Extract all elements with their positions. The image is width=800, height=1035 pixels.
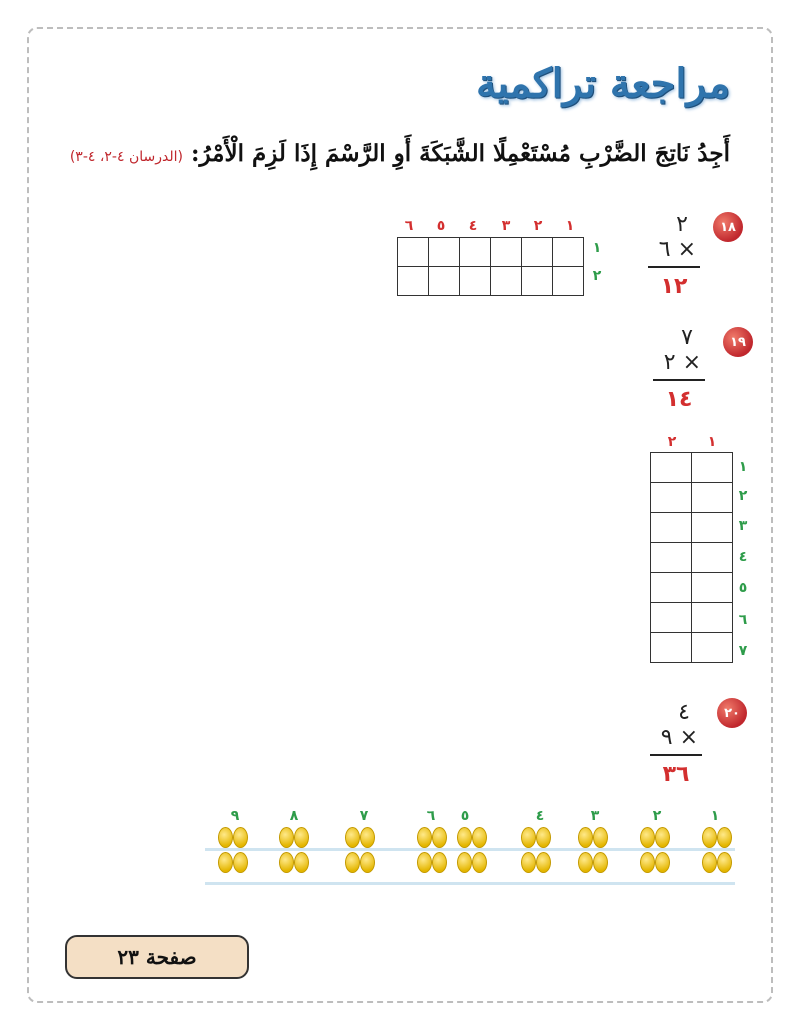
problem-number-badge: ١٩ [723, 327, 753, 357]
grid-col-label: ٣ [501, 218, 511, 234]
multiplicand: ٢ [676, 212, 688, 237]
product-result: ١٤ [665, 387, 693, 412]
grid-row-label: ٣ [738, 518, 748, 534]
multiplier-row: ٢ × [663, 350, 701, 375]
grid-row-label: ٢ [738, 488, 748, 504]
bead-rule-bottom [205, 882, 735, 885]
product-line [650, 754, 702, 756]
lessons-reference: (الدرسان ٤-٢، ٤-٣) [69, 149, 183, 165]
grid-col-label: ٦ [404, 218, 414, 234]
multiplication-grid-19 [650, 452, 733, 663]
multiplicand: ٤ [678, 700, 690, 725]
group-label: ٦ [426, 808, 436, 824]
grid-col-label: ٤ [468, 218, 478, 234]
product-line [653, 379, 705, 381]
grid-row-label: ١ [592, 240, 602, 256]
instruction-text: أَجِدُ نَاتِجَ الضَّرْبِ مُسْتَعْمِلًا الشَّبَكَةَ أَوِ الرَّسْمَ إِذَا لَزِمَ الْأَمْرُ: [190, 140, 730, 167]
group-label: ٩ [230, 808, 240, 824]
instruction [70, 140, 730, 167]
bead-group [702, 827, 732, 873]
grid-row-label: ٢ [592, 268, 602, 284]
grid-col-label: ٢ [533, 218, 543, 234]
grid-row-label: ٦ [738, 612, 748, 628]
group-label: ٧ [359, 808, 369, 824]
bead-group [345, 827, 375, 873]
multiplication-20 [650, 700, 702, 787]
section-title: مراجعة تراكمية [475, 60, 730, 107]
page-number-label: صفحة ٢٣ [65, 935, 249, 979]
multiplication-18 [648, 212, 700, 299]
bead-group [640, 827, 670, 873]
bead-group [218, 827, 248, 873]
multiplier-row: ٦ × [658, 237, 696, 262]
bead-group [578, 827, 608, 873]
grid-col-label: ٢ [667, 434, 677, 450]
grid-row-label: ٤ [738, 549, 748, 565]
grid-col-label: ١ [565, 218, 575, 234]
grid-row-label: ١ [738, 459, 748, 475]
grid-col-label: ١ [707, 434, 717, 450]
problem-number-badge: ٢٠ [717, 698, 747, 728]
product-result: ٣٦ [662, 762, 690, 787]
group-label: ٤ [535, 808, 545, 824]
bead-group [457, 827, 487, 873]
group-label: ٢ [652, 808, 662, 824]
multiplication-19 [653, 325, 705, 412]
grid-col-label: ٥ [436, 218, 446, 234]
product-result: ١٢ [660, 274, 688, 299]
bead-group [279, 827, 309, 873]
product-line [648, 266, 700, 268]
grid-row-label: ٧ [738, 643, 748, 659]
problem-number-badge: ١٨ [713, 212, 743, 242]
grid-row-label: ٥ [738, 580, 748, 596]
group-label: ٨ [289, 808, 299, 824]
multiplication-grid-18 [397, 237, 584, 296]
bead-group [417, 827, 447, 873]
bead-group [521, 827, 551, 873]
multiplier-row: ٩ × [660, 725, 698, 750]
group-label: ١ [710, 808, 720, 824]
group-label: ٣ [590, 808, 600, 824]
multiplicand: ٧ [681, 325, 693, 350]
group-label: ٥ [460, 808, 470, 824]
